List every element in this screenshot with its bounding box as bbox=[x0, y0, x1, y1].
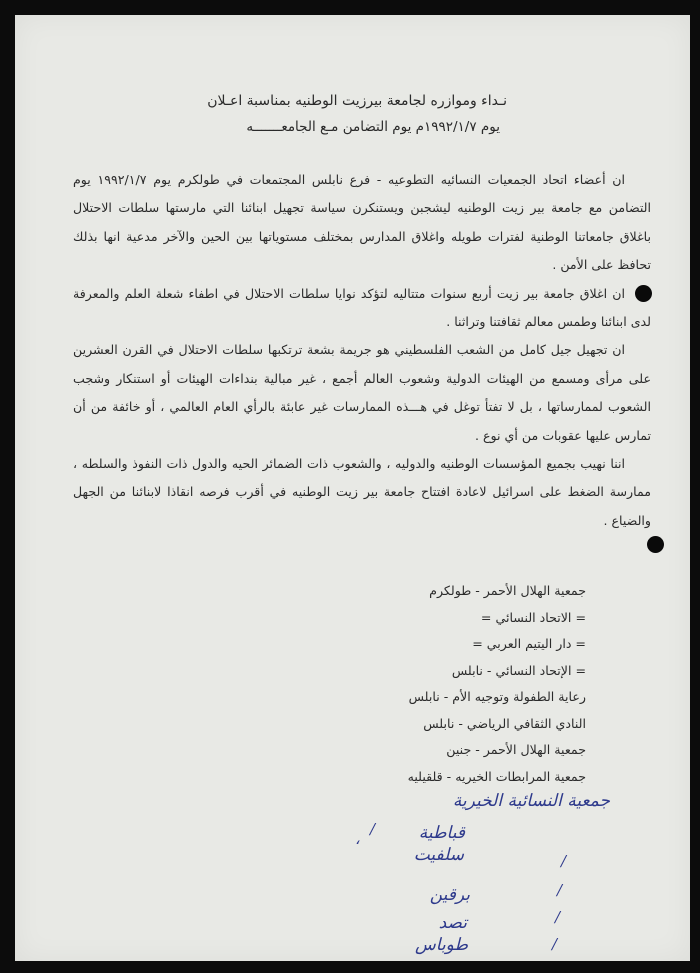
header-line-2: يوم ١٩٩٢/١/٧م يوم التضامن مـع الجامعـــــــه bbox=[246, 119, 500, 135]
ditto-mark: / bbox=[552, 935, 558, 953]
handwritten-signatory: قباطية bbox=[418, 823, 465, 843]
signatory-item: = الإتحاد النسائي - نابلس bbox=[451, 662, 586, 678]
ditto-mark: / bbox=[555, 908, 561, 926]
paragraph-3: ان تجهيل جيل كامل من الشعب الفلسطيني هو جريمة بشعة ترتكبها سلطات الاحتلال في القرن العشرين على مرأى ومسمع من الهيئات الدولية وشعوب العالم أجمع ، غير مبالية بنداءات الهيئات أو استنكار وشجب الشعوب لممارساتها ، بل لا تفتأ توغل في هـــذه الممارسات غير عابئة بالرأي العام العالمي ، أو خائفة من أن تمارس عليها عقوبات من أي نوع . bbox=[73, 342, 651, 443]
signatory-item: جمعية الهلال الأحمر - جنين bbox=[446, 742, 586, 757]
ditto-mark: / bbox=[561, 852, 567, 870]
document-page bbox=[15, 15, 690, 961]
handwritten-signatory: تصد bbox=[438, 913, 467, 933]
handwritten-signatory: طوباس bbox=[415, 935, 468, 955]
ditto-mark: / bbox=[557, 881, 563, 899]
handwritten-signatory: برقين bbox=[429, 885, 470, 905]
ditto-mark: ، bbox=[355, 830, 360, 848]
header-line-1: نـداء وموازره لجامعة بيرزيت الوطنيه بمناسبة اعـلان bbox=[207, 93, 507, 109]
paragraph-4: اننا نهيب بجميع المؤسسات الوطنيه والدوليه ، والشعوب ذات الضمائر الحيه والدول ذات النفوذ والسلطه ، ممارسة الضغط على اسرائيل لاعادة افتتاح جامعة بير زيت الوطنيه في أقرب فرصه انقاذا لابنائنا من الجهل والضياع . bbox=[73, 456, 651, 528]
signatory-item: جمعية المرابطات الخيريه - قلقيليه bbox=[407, 768, 586, 784]
handwritten-signatory: جمعية النسائية الخيرية bbox=[452, 791, 610, 811]
signatory-item: رعاية الطفولة وتوجيه الأم - نابلس bbox=[408, 689, 586, 704]
signatory-item: النادي الثقافي الرياضي - نابلس bbox=[423, 715, 586, 731]
signatory-item: = الاتحاد النسائي = bbox=[480, 609, 586, 625]
paragraph-1: ان أعضاء اتحاد الجمعيات النسائيه التطوعيه - فرع نابلس المجتمعات في طولكرم يوم ١٩٩٢/١/٧ يوم التضامن مع جامعة بير زيت الوطنيه ليشجبن ويستنكرن سياسة تجهيل ابنائنا التي مارستها سلطات الاحتلال باغلاق جامعاتنا الوطنية لفترات طويله واغلاق المدارس بمختلف مستوياتها بين الحين والآخر مدعية انها بذلك تحافظ على الأمن . bbox=[73, 172, 651, 273]
ditto-mark: / bbox=[370, 820, 376, 838]
signatories-list bbox=[256, 578, 586, 790]
handwritten-signatory: سلفيت bbox=[413, 845, 464, 865]
body-text bbox=[73, 166, 651, 535]
signatory-item: جمعية الهلال الأحمر - طولكرم bbox=[429, 583, 586, 598]
signatory-item: = دار اليتيم العربي = bbox=[472, 636, 586, 651]
punch-hole-bottom bbox=[647, 536, 664, 553]
paragraph-2: ان اغلاق جامعة بير زيت أربع سنوات متتاليه لتؤكد نوايا سلطات الاحتلال في اطفاء شعلة العلم والمعرفة لدى ابنائنا وطمس معالم ثقافتنا وتراثنا . bbox=[73, 285, 651, 330]
